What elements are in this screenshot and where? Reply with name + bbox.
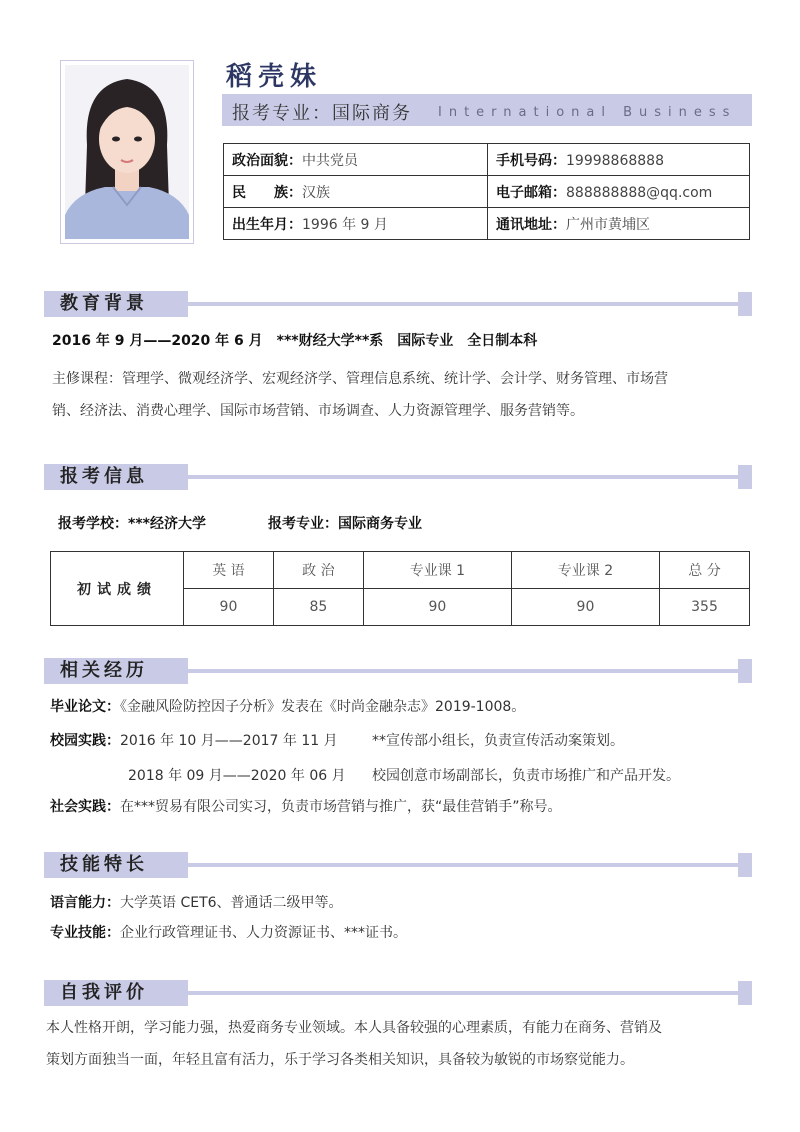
score-major2: 90 [511,589,659,626]
major-english: International Business [438,105,737,120]
personal-info-table [223,143,750,240]
section-header-application: 报考信息 [44,464,188,490]
section-header-self: 自我评价 [44,980,188,1006]
section-header-education: 教育背景 [44,291,188,317]
info-cell-birth: 出生年月：1996 年 9 月 [224,208,488,240]
score-major1: 90 [363,589,511,626]
portrait-illustration [65,65,189,239]
subject-major1: 专业课 1 [363,552,511,589]
subject-english: 英 语 [184,552,274,589]
thesis-item: 毕业论文：《金融风险防控因子分析》发表在《时尚金融杂志》2019-1008。 [50,699,526,715]
language-skill: 语言能力：大学英语 CET6、普通话二级甲等。 [50,895,343,911]
campus-item-1-desc: **宣传部小组长，负责宣传活动案策划。 [372,733,624,749]
score-row-label: 初试成绩 [51,552,184,626]
section-header-skills: 技能特长 [44,852,188,878]
section-divider [188,669,738,673]
info-cell-phone: 手机号码：19998868888 [488,144,750,176]
section-divider [188,991,738,995]
section-divider [188,302,738,306]
score-total: 355 [660,589,750,626]
social-practice-item: 社会实践：在***贸易有限公司实习，负责市场营销与推广，获“最佳营销手”称号。 [50,799,562,815]
info-cell-ethnicity: 民 族：汉族 [224,176,488,208]
info-row [224,208,750,240]
score-header-row [51,552,750,589]
section-divider-end [738,292,752,316]
target-school: 报考学校：***经济大学 [58,516,206,532]
subject-major2: 专业课 2 [511,552,659,589]
self-evaluation: 本人性格开朗，学习能力强，热爱商务专业领域。本人具备较强的心理素质，有能力在商务、营销及 策划方面独当一面，年轻且富有活力，乐于学习各类相关知识，具备较为敏锐的市场察觉能力。 [46,1020,662,1068]
info-cell-email: 电子邮箱：888888888@qq.com [488,176,750,208]
section-divider-end [738,659,752,683]
subject-politics: 政 治 [273,552,363,589]
info-cell-address: 通讯地址：广州市黄埔区 [488,208,750,240]
score-politics: 85 [273,589,363,626]
profile-photo [60,60,194,244]
campus-item-2-desc: 校园创意市场副部长，负责市场推广和产品开发。 [372,768,680,784]
section-divider-end [738,853,752,877]
score-english: 90 [184,589,274,626]
info-row [224,144,750,176]
campus-item-1: 校园实践：2016 年 10 月——2017 年 11 月 [50,733,338,749]
section-header-experience: 相关经历 [44,658,188,684]
info-cell-politics: 政治面貌：中共党员 [224,144,488,176]
section-divider-end [738,981,752,1005]
section-divider-end [738,465,752,489]
education-summary: 2016 年 9 月——2020 年 6 月 ***财经大学**系 国际专业 全日制本科 [52,333,538,349]
info-row [224,176,750,208]
section-divider [188,863,738,867]
avatar [65,65,189,239]
score-table [50,551,750,626]
subject-total: 总 分 [660,552,750,589]
major-label: 报考专业：国际商务 [232,103,412,124]
campus-item-2: 2018 年 09 月——2020 年 06 月 [128,768,346,784]
target-major: 报考专业：国际商务专业 [268,516,422,532]
section-divider [188,475,738,479]
education-courses: 主修课程：管理学、微观经济学、宏观经济学、管理信息系统、统计学、会计学、财务管理、市场营 销、经济法、消费心理学、国际市场营销、市场调查、人力资源管理学、服务营销等。 [52,371,668,419]
professional-skill: 专业技能：企业行政管理证书、人力资源证书、***证书。 [50,925,407,941]
candidate-name: 稻壳妹 [226,62,323,92]
